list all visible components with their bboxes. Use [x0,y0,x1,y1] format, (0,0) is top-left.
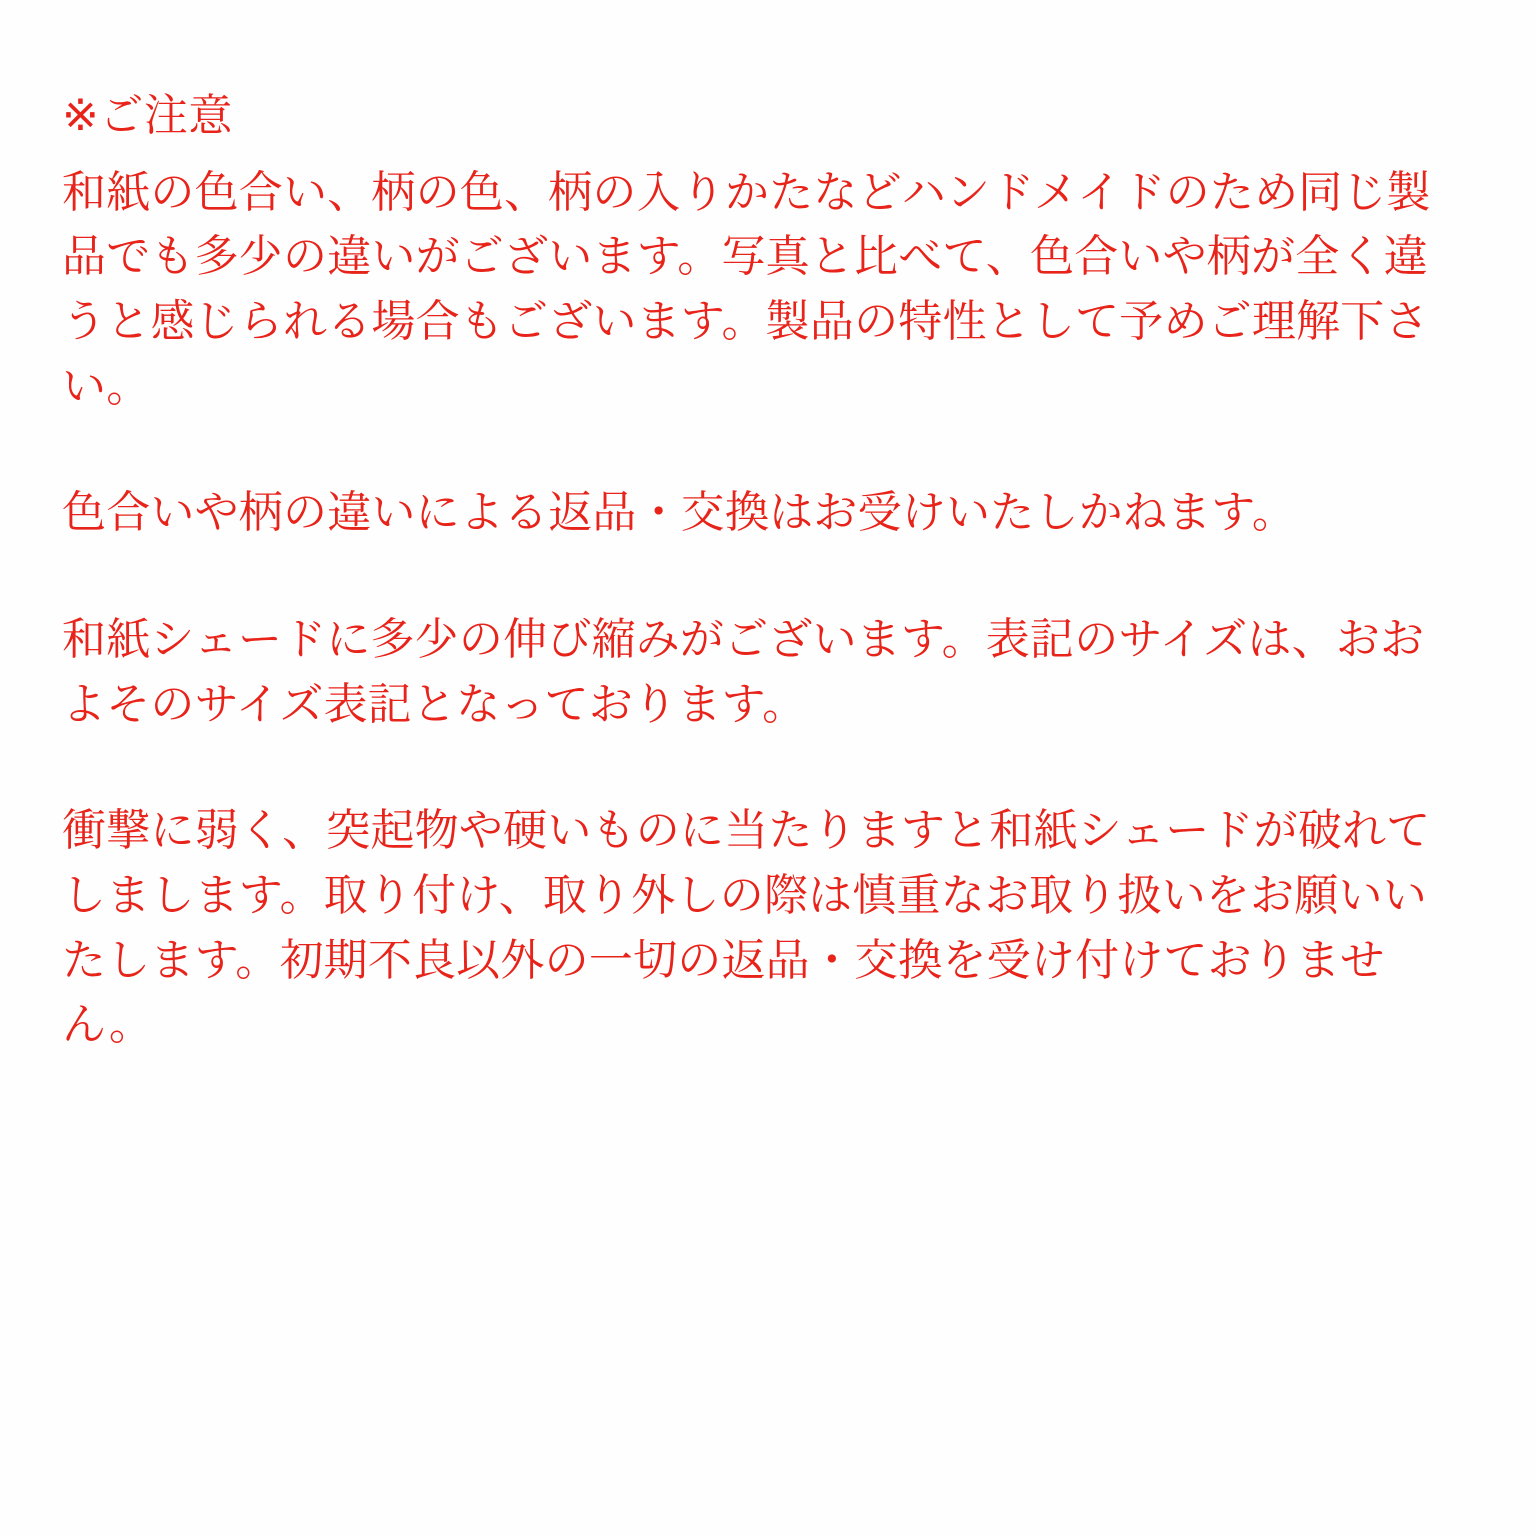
paragraph-spacer [62,737,1474,799]
notice-paragraph-1: 和紙の色合い、柄の色、柄の入りかたなどハンドメイドのため同じ製品でも多少の違いがございます。写真と比べて、色合いや柄が全く違うと感じられる場合もございます。製品の特性として予めご理解下さい。 [62,166,1431,412]
notice-paragraph-4: 衝撃に弱く、突起物や硬いものに当たりますと和紙シェードが破れてしまします。取り付け、取り外しの際は慎重なお取り扱いをお願いいたします。初期不良以外の一切の返品・交換を受け付けておりません。 [62,805,1431,1051]
notice-paragraph-2: 色合いや柄の違いによる返品・交換はお受けいたしかねます。 [62,487,1297,539]
paragraph-spacer [62,419,1474,481]
notice-paragraph-3: 和紙シェードに多少の伸び縮みがございます。表記のサイズは、おおよそのサイズ表記となっております。 [62,614,1425,730]
paragraph-spacer [62,546,1474,608]
notice-heading: ※ご注意 [62,90,233,141]
notice-block [62,84,1474,1058]
